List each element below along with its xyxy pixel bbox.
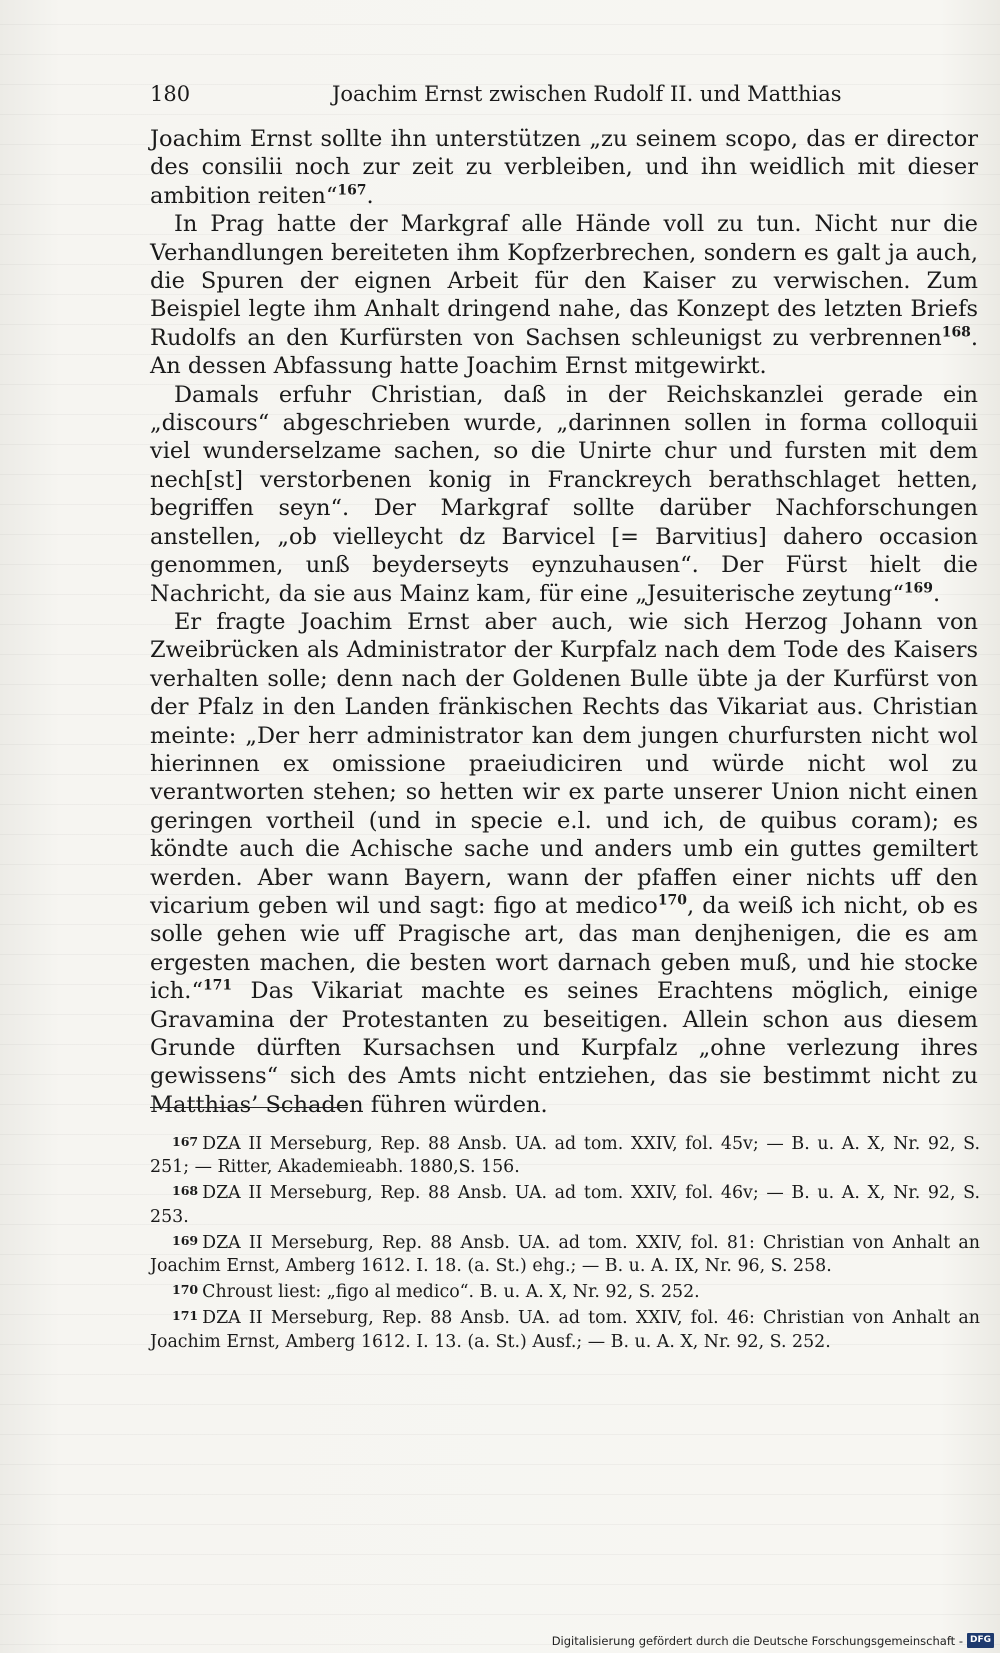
footnote-separator <box>150 1107 348 1108</box>
credit-text: Digitalisierung gefördert durch die Deutsche Forschungsgemeinschaft - <box>551 1633 963 1648</box>
footnote-text: Chroust liest: „figo al medico“. B. u. A. X, Nr. 92, S. 252. <box>202 1282 700 1303</box>
footnote-number: 167 <box>172 1134 199 1149</box>
footnote-text: DZA II Merseburg, Rep. 88 Ansb. UA. ad tom. XXIV, fol. 45v; — B. u. A. X, Nr. 92, S. 251; — Ritter, Akademieabh. 1880,S. 156. <box>150 1134 980 1178</box>
footnote-ref[interactable]: 168 <box>941 324 971 341</box>
footnote <box>150 1179 980 1228</box>
footnote <box>150 1304 980 1353</box>
paragraph: Er fragte Joachim Ernst aber auch, wie sich Herzog Johann von Zweibrücken als Administrator der Kurpfalz nach dem Tode des Kaisers verhalten solle; denn nach der Goldenen Bulle übte ja der Kurfürst von der Pfalz in den Landen fränkischen Rechts das Vikariat aus. Christian meinte: „Der herr administrator kan dem jungen churfursten nicht wol hierinnen ex omissione praeiudiciren und würde nicht wol zu verantworten stehen; so hetten wir ex parte unserer Union nicht einen geringen vortheil (und in specie e.l. und ich, de quibus coram); es köndte auch die Achische sache und anders umb ein guttes gemiltert werden. Aber wann Bayern, wann der pfaffen einer nichts uff den vicarium geben wil und sagt: figo at medico$^{170}$, da weiß ich nicht, ob es solle gehen wie uff Pragische art, das man denjhenigen, die es am ergesten machen, die besten wort darnach geben muß, und hie stocke ich.“$^{171}$ Das Vikariat machte es seines Erachtens möglich, einige Gravamina der Protestanten zu beseitigen. Allein schon aus diesem Grunde dürften Kursachsen und Kurpfalz „ohne verlezung ihres gewissens“ sich des Amts nicht entziehen, das sie bestimmt nicht zu Matthias’ Schaden führen würden. <box>150 608 978 1118</box>
footnote-ref[interactable]: 171 <box>202 977 233 994</box>
dfg-logo-icon: DFG <box>967 1633 994 1648</box>
paragraph: Damals erfuhr Christian, daß in der Reichskanzlei gerade ein „discours“ abgeschrieben wurde, „darinnen sollen in forma colloquii viel wunderselzame sachen, so die Unirte chur und fursten mit dem nech[st] verstorbenen konig in Franckreych berathschlaget hetten, begriffen seyn“. Der Markgraf sollte darüber Nachforschungen anstellen, „ob vielleycht dz Barvicel [= Barvitius] dahero occasion genommen, unß beyderseyts eynzuhausen“. Der Fürst hielt die Nachricht, da sie aus Mainz kam, für eine „Jesuiterische zeytung“$^{169}$. <box>150 381 978 607</box>
paragraph: Joachim Ernst sollte ihn unterstützen „zu seinem scopo, das er director des consilii noch zur zeit zu verbleiben, und ihn weidlich mit dieser ambition reiten“$^{167}$. <box>150 126 978 209</box>
footnote-number: 170 <box>172 1282 199 1298</box>
footnote <box>150 1130 980 1179</box>
footnote <box>150 1278 980 1304</box>
footnote-ref[interactable]: 169 <box>903 580 933 596</box>
footnote-ref[interactable]: 170 <box>657 892 687 909</box>
footnote-number: 168 <box>172 1183 199 1199</box>
footnote-text: DZA II Merseburg, Rep. 88 Ansb. UA. ad tom. XXIV, fol. 46v; — B. u. A. X, Nr. 92, S. 253. <box>150 1183 980 1227</box>
running-head: Joachim Ernst zwischen Rudolf II. und Matthias <box>332 82 842 106</box>
footnote <box>150 1229 980 1278</box>
footnotes <box>150 1130 980 1354</box>
footnote-text: DZA II Merseburg, Rep. 88 Ansb. UA. ad tom. XXIV, fol. 46: Christian von Anhalt an Joachim Ernst, Amberg 1612. I. 13. (a. St.) Ausf.; — B. u. A. X, Nr. 92, S. 252. <box>150 1308 980 1352</box>
body-text <box>150 125 978 1119</box>
footnote-ref[interactable]: 167 <box>337 182 367 199</box>
footnote-number: 171 <box>172 1308 199 1324</box>
digitization-credit <box>552 1633 994 1648</box>
page-number: 180 <box>150 82 191 106</box>
footnote-text: DZA II Merseburg, Rep. 88 Ansb. UA. ad tom. XXIV, fol. 81: Christian von Anhalt an Joachim Ernst, Amberg 1612. I. 18. (a. St.) ehg.; — B. u. A. IX, Nr. 96, S. 258. <box>150 1232 980 1277</box>
footnote-number: 169 <box>172 1232 199 1248</box>
paragraph: In Prag hatte der Markgraf alle Hände voll zu tun. Nicht nur die Verhandlungen bereiteten ihm Kopfzerbrechen, sondern es galt ja auch, die Spuren der eignen Arbeit für den Kaiser zu verwischen. Zum Beispiel legte ihm Anhalt dringend nahe, das Konzept des letzten Briefs Rudolfs an den Kurfürsten von Sachsen schleunigst zu verbrennen$^{168}$. An dessen Abfassung hatte Joachim Ernst mitgewirkt. <box>150 211 978 380</box>
page-header <box>150 82 990 112</box>
